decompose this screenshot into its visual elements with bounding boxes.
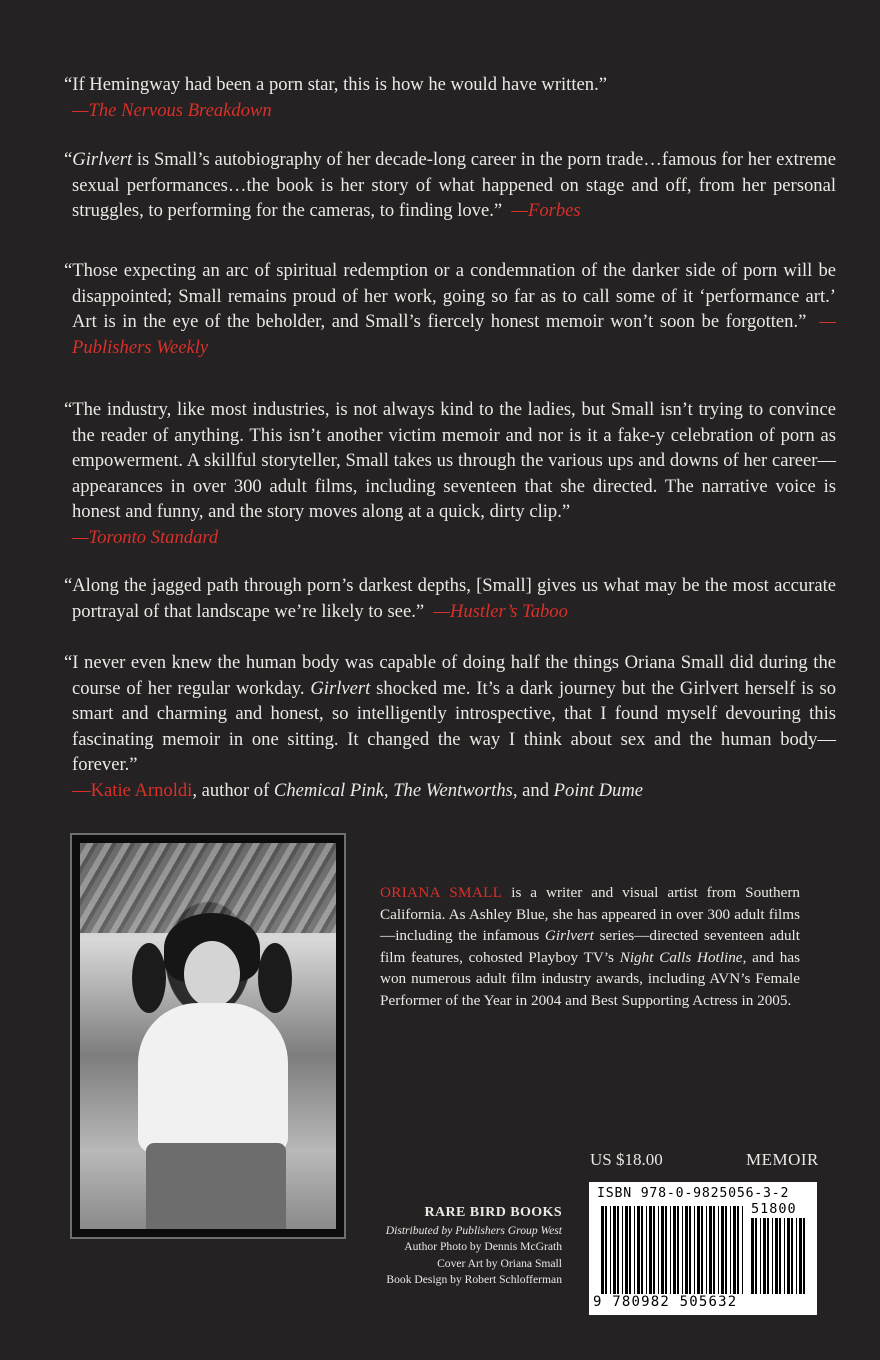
barcode-bar	[730, 1206, 731, 1294]
barcode-bar	[677, 1206, 679, 1294]
quote-source: —The Nervous Breakdown	[72, 99, 272, 121]
barcode-bar	[694, 1206, 695, 1294]
barcode-bar	[709, 1206, 712, 1294]
price-supplement-number: 51800	[751, 1201, 797, 1217]
barcode-bar	[697, 1206, 700, 1294]
barcode-bar	[649, 1206, 652, 1294]
publisher-credits	[340, 1203, 562, 1289]
barcode-bar	[617, 1206, 619, 1294]
price-label: US $18.00	[590, 1150, 663, 1169]
barcode-bar	[610, 1206, 611, 1294]
hair-pigtail-right	[258, 943, 292, 1013]
attribution-separator: ,	[383, 779, 394, 801]
publisher-name: RARE BIRD BOOKS	[424, 1205, 562, 1220]
quote-text: “Along the jagged path through porn’s darkest depths, [Small] gives us what may be the most accurate portrayal of that landscape we’re likely to see.”	[64, 575, 836, 622]
barcode-bar	[718, 1206, 719, 1294]
barcode-bar	[760, 1218, 761, 1294]
barcode-bar	[779, 1218, 781, 1294]
review-quote-5	[64, 573, 836, 624]
quote-text: “I never even knew the human body was capable of doing half the things Oriana Small did during the course of her regular workday.	[64, 652, 836, 699]
barcode-bar	[685, 1206, 688, 1294]
author-bio	[380, 882, 800, 1011]
barcode-bar	[772, 1218, 773, 1294]
quote-attribution	[72, 778, 836, 804]
barcode-bar	[733, 1206, 736, 1294]
bio-text: , and has won numerous adult film industry awards, including AVN’s Female Performer of the Year in 2004 and Best Supporting Actress in 2005.	[380, 948, 800, 1009]
quote-source: —Publishers Weekly	[72, 311, 837, 358]
distributor-line: Distributed by Publishers Group West	[385, 1224, 562, 1237]
book-title: Girlvert	[310, 677, 371, 699]
author-photo	[80, 843, 336, 1229]
barcode-bar	[622, 1206, 623, 1294]
barcode-bar	[791, 1218, 793, 1294]
barcode-bar	[799, 1218, 802, 1294]
photo-credit: Author Photo by Dennis McGrath	[404, 1240, 562, 1254]
barcode-bar	[706, 1206, 707, 1294]
barcode-bar	[784, 1218, 785, 1294]
barcode-bar	[670, 1206, 671, 1294]
quote-text: “If Hemingway had been a porn star, this is how he would have written.”	[64, 74, 607, 95]
design-credit: Book Design by Robert Schlofferman	[386, 1273, 562, 1287]
book-title: Point Dume	[553, 779, 644, 801]
cover-credit: Cover Art by Oriana Small	[437, 1256, 562, 1270]
author-photo-frame	[70, 833, 346, 1239]
quote-source: —Katie Arnoldi	[72, 779, 193, 801]
genre-label: MEMOIR	[746, 1150, 819, 1169]
barcode-bar	[637, 1206, 640, 1294]
barcode-bar	[641, 1206, 643, 1294]
quote-text: “The industry, like most industries, is not always kind to the ladies, but Small isn’t trying to convince the reader of anything. This isn’t another victim memoir and nor is it a fake-y celebration of porn as empowerment. A skillful storyteller, Small takes us through the various ups and downs of her career—appearances in over 300 adult films, including seventeen that she directed. The narrative voice is honest and funny, and the story moves along at a quick, dirty clip.”	[64, 399, 836, 522]
barcode-bar	[787, 1218, 790, 1294]
barcode-bar	[646, 1206, 647, 1294]
quote-text: shocked me. It’s a dark journey but the Girlvert herself is so smart and charming and honest, so intelligently introspective, that I found myself devouring this fascinating memoir in one sitting. It changed the way I think about sex and the human body—forever.”	[72, 677, 836, 775]
review-quote-1	[64, 72, 836, 123]
barcode-bar	[737, 1206, 739, 1294]
barcode-bar	[653, 1206, 655, 1294]
barcode-bar	[751, 1218, 754, 1294]
book-title: Chemical Pink	[273, 779, 384, 801]
barcode-bar	[803, 1218, 805, 1294]
barcode-bar	[673, 1206, 676, 1294]
review-quote-2: “Girlvert is Small’s autobiography of her decade-long career in the porn trade…famous for her extreme sexual performances…the book is her story of what happened on stage and off, from her personal struggles, to performing for the cameras, to finding love.” —Forbes	[64, 149, 836, 221]
review-quote-3	[64, 258, 836, 360]
barcode-bar	[763, 1218, 766, 1294]
barcode-bar	[713, 1206, 715, 1294]
barcode-bar	[601, 1206, 604, 1294]
show-title: Night Calls Hotline	[619, 948, 743, 966]
attribution-text: , author of	[192, 779, 274, 801]
barcode-bar	[658, 1206, 659, 1294]
barcode-bar	[613, 1206, 616, 1294]
book-title: The Wentworths	[393, 779, 513, 801]
ean-barcode-bars	[601, 1206, 747, 1294]
quote-text: “Those expecting an arc of spiritual redemption or a condemnation of the darker side of porn will be disappointed; Small remains proud of her work, going so far as to call some of it ‘performance art.’ Art is in the eye of the beholder, and Small’s fiercely honest memoir won’t soon be forgotten.”	[64, 260, 836, 332]
hair-pigtail-left	[132, 943, 166, 1013]
series-title: Girlvert	[544, 927, 594, 944]
barcode-bar	[634, 1206, 635, 1294]
quote-text: is Small’s autobiography of her decade-long career in the porn trade…famous for her extreme sexual performances…the book is her story of what happened on stage and off, from her personal struggles, to performing for the cameras, to finding love.”	[72, 149, 836, 221]
attribution-separator: , and	[512, 779, 554, 801]
barcode-bar	[689, 1206, 691, 1294]
white-shirt	[138, 1003, 288, 1153]
supplement-barcode-bars	[751, 1218, 807, 1294]
barcode-bar	[665, 1206, 667, 1294]
barcode-bar	[701, 1206, 703, 1294]
author-name: ORIANA SMALL	[380, 884, 503, 901]
barcode-bar	[625, 1206, 628, 1294]
book-title: Girlvert	[72, 149, 133, 170]
barcode-bar	[755, 1218, 757, 1294]
barcode-bar	[775, 1218, 778, 1294]
barcode-bar	[767, 1218, 769, 1294]
skirt	[146, 1143, 286, 1229]
bio-text: series—directed seventeen adult film features, cohosted Playboy TV’s	[380, 927, 800, 966]
barcode-bar	[721, 1206, 724, 1294]
barcode-bar	[629, 1206, 631, 1294]
ean-number: 9 780982 505632	[593, 1294, 738, 1310]
barcode-bar	[796, 1218, 797, 1294]
isbn-number: ISBN 978-0-9825056-3-2	[597, 1186, 790, 1201]
review-quote-6	[64, 650, 836, 803]
barcode-bar	[605, 1206, 607, 1294]
barcode-bar	[682, 1206, 683, 1294]
quote-source: —Forbes	[511, 200, 581, 221]
quote-source: —Hustler’s Taboo	[433, 600, 568, 622]
barcode-bar	[661, 1206, 664, 1294]
bio-text: is a writer and visual artist from Southern California. As Ashley Blue, she has appeared in over 300 adult films—including the infamous	[380, 884, 801, 944]
barcode-bar	[725, 1206, 727, 1294]
review-quote-4	[64, 397, 836, 550]
quote-source: —Toronto Standard	[72, 526, 219, 548]
barcode-bar	[742, 1206, 743, 1294]
isbn-barcode	[589, 1182, 817, 1315]
face	[184, 941, 240, 1007]
